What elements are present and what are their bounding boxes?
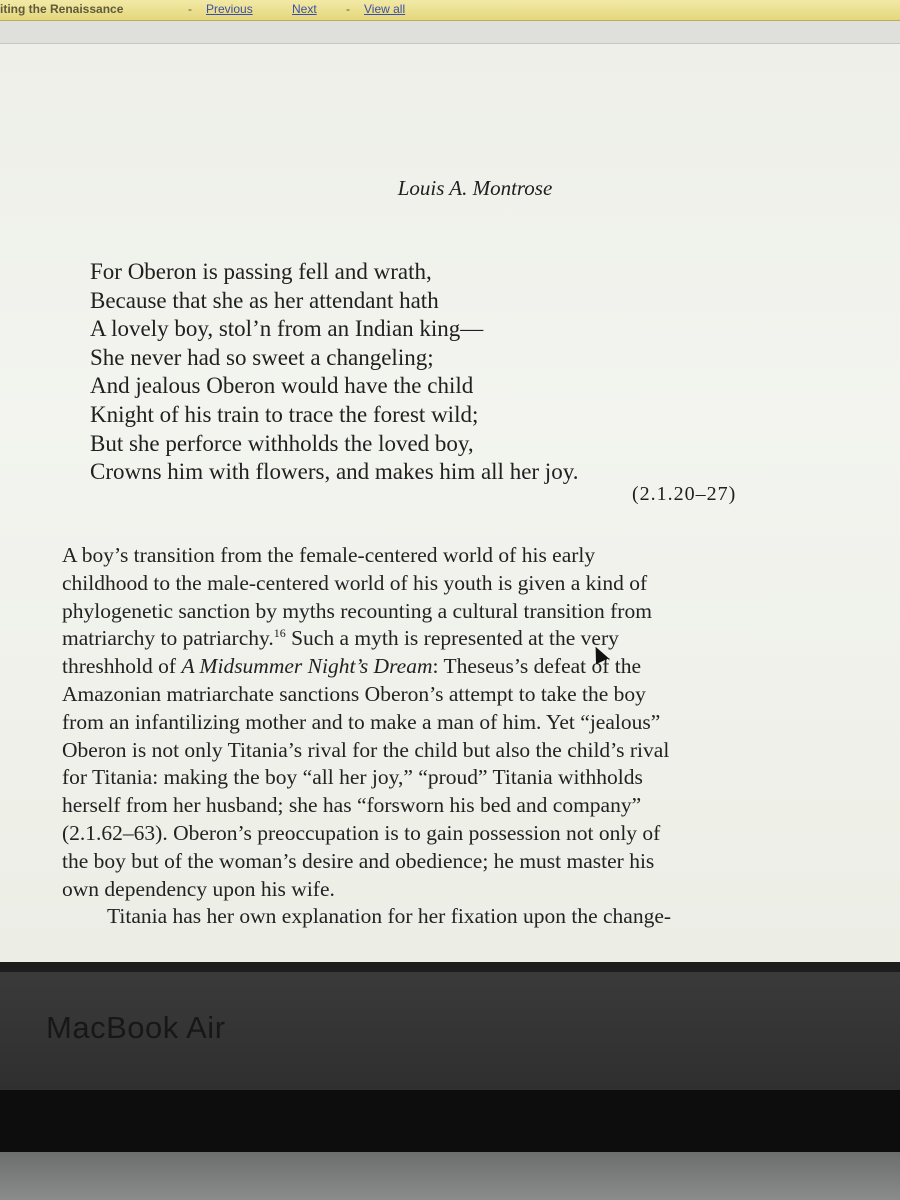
book-title: iting the Renaissance [0, 2, 124, 16]
laptop-brand-label: MacBook Air [46, 1010, 226, 1045]
viewer-toolbar [0, 21, 900, 44]
verse-line: For Oberon is passing fell and wrath, [90, 259, 432, 284]
paragraph-line: herself from her husband; she has “forsworn his bed and company” [62, 793, 642, 818]
body-paragraph [62, 542, 832, 931]
document-page [0, 44, 900, 962]
laptop-hinge [0, 1090, 900, 1152]
paragraph-line: Oberon is not only Titania’s rival for the child but also the child’s rival [62, 737, 670, 762]
verse-line: Knight of his train to trace the forest wild; [90, 401, 479, 427]
laptop-bezel [0, 972, 900, 1090]
verse-line: A lovely boy, stol’n from an Indian king— [90, 316, 484, 342]
paragraph-text: Such a myth is represented at the very [285, 626, 619, 651]
separator: - [188, 2, 192, 16]
play-title: A Midsummer Night’s Dream [181, 654, 433, 679]
laptop-deck [0, 1152, 900, 1200]
separator: - [346, 2, 350, 16]
paragraph-line: the boy but of the woman’s desire and obedience; he must master his [62, 848, 655, 873]
paragraph-line [62, 653, 832, 681]
paragraph-text: matriarchy to patriarchy. [62, 626, 274, 651]
paragraph-line: (2.1.62–63). Oberon’s preoccupation is to gain possession not only of [62, 820, 661, 845]
browser-top-bar [0, 0, 900, 21]
verse-citation: (2.1.20–27) [632, 483, 737, 505]
verse-line: She never had so sweet a changeling; [90, 344, 434, 370]
next-link[interactable]: Next [292, 2, 317, 16]
screen-edge [0, 962, 900, 972]
paragraph-line: phylogenetic sanction by myths recounting a cultural transition from [62, 598, 652, 623]
verse-line: Crowns him with flowers, and makes him all her joy. [90, 459, 579, 485]
view-all-link[interactable]: View all [364, 2, 406, 16]
paragraph-line: A boy’s transition from the female-centered world of his early [62, 543, 596, 567]
paragraph-line: for Titania: making the boy “all her joy,” “proud” Titania withholds [62, 765, 643, 790]
paragraph-line: Amazonian matriarchate sanctions Oberon’s attempt to take the boy [62, 681, 646, 706]
paragraph-text: threshhold of [62, 654, 182, 679]
verse-line: But she perforce withholds the loved boy, [90, 430, 474, 456]
paragraph-line: Titania has her own explanation for her fixation upon the change- [107, 904, 672, 929]
paragraph-line: from an infantilizing mother and to make a man of him. Yet “jealous” [62, 709, 661, 734]
verse-line: Because that she as her attendant hath [90, 287, 439, 313]
paragraph-text: : Theseus’s defeat of the [432, 654, 642, 679]
paragraph-line: own dependency upon his wife. [62, 876, 335, 901]
paragraph-line: childhood to the male-centered world of his youth is given a kind of [62, 570, 648, 595]
paragraph-line [62, 625, 832, 653]
verse-line: And jealous Oberon would have the child [90, 373, 474, 399]
footnote-reference: 16 [273, 626, 286, 641]
verse-quotation [90, 258, 578, 487]
author-heading: Louis A. Montrose [397, 176, 553, 200]
previous-link[interactable]: Previous [206, 2, 253, 16]
